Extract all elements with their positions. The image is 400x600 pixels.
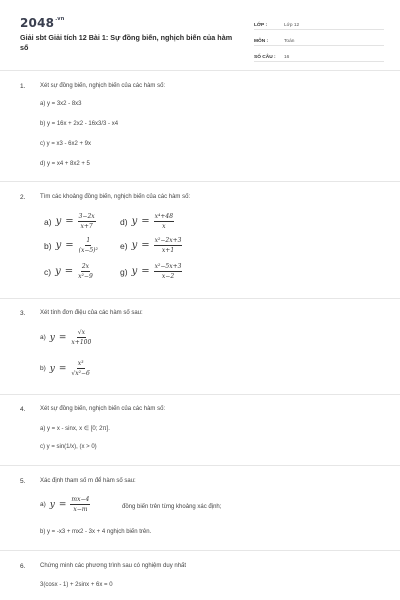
question-text: Xét sự đồng biến, nghịch biến của các hàm số: xyxy=(40,83,166,89)
formula-label: g) xyxy=(120,266,128,277)
fraction xyxy=(70,360,90,377)
denominator: x+7 xyxy=(80,223,93,230)
divider xyxy=(0,465,400,466)
meta-row-subject xyxy=(254,32,384,46)
formula-label: a) xyxy=(44,216,52,227)
denominator: x+100 xyxy=(71,339,92,346)
formula-eq: = xyxy=(65,216,74,227)
formula-label: b) xyxy=(44,240,52,251)
formula-label: a) xyxy=(40,501,46,508)
formula-3a xyxy=(40,329,92,346)
question-number: 3. xyxy=(20,310,26,317)
question-number: 1. xyxy=(20,83,26,90)
formula-var: y xyxy=(49,332,55,343)
formula-2a xyxy=(44,213,96,230)
fraction xyxy=(154,213,174,230)
formula-var: y xyxy=(55,216,62,227)
formula-eq: = xyxy=(141,266,150,277)
meta-key: SỐ CÂU : xyxy=(254,55,276,60)
formula-2d xyxy=(120,213,174,230)
numerator: x³ xyxy=(77,360,84,367)
formula-label: e) xyxy=(120,240,128,251)
question-number: 5. xyxy=(20,478,26,485)
question-text: Tìm các khoảng đồng biến, nghịch biến của các hàm số: xyxy=(40,194,191,200)
formula-label: d) xyxy=(120,216,128,227)
meta-value: 16 xyxy=(284,55,290,60)
formula-eq: = xyxy=(64,266,74,277)
numerator: 1 xyxy=(86,237,91,244)
divider xyxy=(0,70,400,71)
formula-eq: = xyxy=(58,499,67,510)
meta-panel xyxy=(254,16,384,64)
meta-key: LỚP : xyxy=(254,23,268,28)
question-number: 2. xyxy=(20,194,26,201)
fraction xyxy=(154,237,183,254)
denominator: x−m xyxy=(73,506,88,513)
formula-2c xyxy=(44,263,94,280)
formula-label: c) xyxy=(44,266,52,277)
meta-key: MÔN : xyxy=(254,39,269,44)
meta-row-grade xyxy=(254,16,384,30)
fraction xyxy=(154,263,183,280)
fraction xyxy=(70,496,90,513)
list-item: c) y = x3 - 6x2 + 9x xyxy=(40,141,92,147)
formula-eq: = xyxy=(58,332,67,343)
numerator: 3−2x xyxy=(78,213,95,220)
list-item: a) y = x - sinx, x ∈ [0; 2π]. xyxy=(40,426,110,432)
question-text: Xét tính đơn điệu của các hàm số sau: xyxy=(40,310,143,316)
formula-2e xyxy=(120,237,182,254)
formula-5a xyxy=(40,496,90,513)
divider xyxy=(0,181,400,182)
formula-2g xyxy=(120,263,182,280)
denominator: x−2 xyxy=(161,273,175,280)
denominator: x²−9 xyxy=(78,273,93,280)
formula-eq: = xyxy=(141,216,150,227)
formula-var: y xyxy=(49,363,55,374)
numerator: 2x xyxy=(81,263,90,270)
denominator: √x²−6 xyxy=(71,370,90,377)
brand-name: 2048 xyxy=(20,16,55,30)
formula-3b xyxy=(40,360,91,377)
page-title: Giải sbt Giải tích 12 Bài 1: Sự đồng biến, nghịch biến của hàm số xyxy=(20,33,233,52)
formula-var: y xyxy=(55,266,61,277)
list-item: b) y = -x3 + mx2 - 3x + 4 nghịch biến trên. xyxy=(40,529,152,535)
numerator: √x xyxy=(77,329,85,336)
fraction xyxy=(70,329,92,346)
fraction xyxy=(77,263,94,280)
formula-eq: = xyxy=(58,363,67,374)
formula-eq: = xyxy=(141,240,150,251)
numerator: mx−4 xyxy=(71,496,90,503)
question-number: 4. xyxy=(20,406,26,413)
list-item: b) y = 16x + 2x2 - 16x3/3 - x4 xyxy=(40,121,119,127)
divider xyxy=(0,550,400,551)
question-text: Xét sự đồng biến, nghịch biến của các hàm số: xyxy=(40,406,166,412)
list-item: c) y = sin(1/x), (x > 0) xyxy=(40,444,97,450)
denominator: (x−5)² xyxy=(78,247,98,254)
list-item: 3(cosx - 1) + 2sinx + 6x = 0 xyxy=(40,582,113,588)
fraction xyxy=(78,213,96,230)
formula-label: a) xyxy=(40,334,46,341)
formula-label: b) xyxy=(40,365,46,372)
question-number: 6. xyxy=(20,563,26,570)
divider xyxy=(0,394,400,395)
fraction xyxy=(78,237,99,254)
formula-eq: = xyxy=(65,240,74,251)
brand-suffix: .vn xyxy=(55,16,65,22)
meta-row-count xyxy=(254,48,384,62)
formula-var: y xyxy=(131,240,138,251)
brand-logo[interactable] xyxy=(20,16,65,30)
formula-5a-condition: đồng biến trên từng khoảng xác định; xyxy=(122,504,222,510)
formula-var: y xyxy=(131,216,138,227)
formula-var: y xyxy=(131,266,138,277)
question-text: Chứng minh các phương trình sau có nghiệm duy nhất xyxy=(40,563,187,569)
list-item: a) y = 3x2 - 8x3 xyxy=(40,101,82,107)
formula-2b xyxy=(44,237,99,254)
formula-var: y xyxy=(55,240,62,251)
denominator: x+1 xyxy=(161,247,175,254)
meta-value: Lớp 12 xyxy=(284,23,300,28)
divider xyxy=(0,298,400,299)
numerator: x²−5x+3 xyxy=(154,263,182,270)
numerator: x⁴+48 xyxy=(154,213,174,220)
numerator: x²−2x+3 xyxy=(154,237,182,244)
question-text: Xác định tham số m để hàm số sau: xyxy=(40,478,136,484)
list-item: d) y = x4 + 8x2 + 5 xyxy=(40,161,90,167)
formula-var: y xyxy=(49,499,55,510)
meta-value: Toán xyxy=(284,39,295,44)
denominator: x xyxy=(162,223,166,230)
